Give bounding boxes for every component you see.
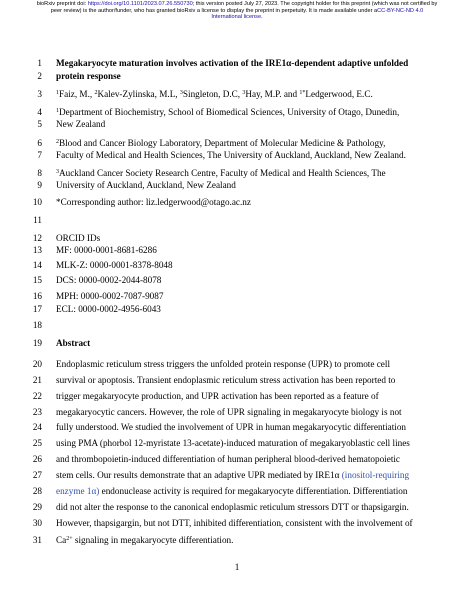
text-segment: Blood and Cancer Biology Laboratory, Department of Molecular Medicine & Pathology, — [59, 137, 386, 148]
line-text — [56, 468, 409, 483]
line-number: 26 — [32, 454, 42, 465]
manuscript-line — [0, 389, 474, 404]
line-number: 15 — [32, 274, 42, 285]
line-number: 6 — [37, 137, 42, 148]
text-segment: Ledgerwood, E.C. — [305, 89, 373, 100]
line-text — [56, 484, 407, 499]
line-number: 10 — [32, 197, 42, 208]
manuscript-line — [0, 117, 474, 132]
line-number: 30 — [32, 518, 42, 529]
line-number: 12 — [32, 232, 42, 243]
line-text — [56, 533, 233, 548]
text-segment: and thrombopoietin-induced differentiation of human peripheral blood-derived hematopoietic — [56, 454, 400, 465]
text-segment: survival or apoptosis. Transient endoplasmic reticulum stress activation has been reported to — [56, 374, 396, 385]
page-number: 1 — [234, 562, 240, 572]
text-segment: Faiz, M., — [59, 89, 95, 100]
banner-middle: ; this version posted July 27, 2023. The copyright holder for this preprint (which was not certified by peer review) is the author/funder, who has granted bioRxiv a license to display the preprint in perpetuity. It is made available under a — [50, 1, 438, 14]
line-number: 5 — [37, 119, 42, 130]
line-text — [56, 148, 406, 163]
line-number: 16 — [32, 290, 42, 301]
line-number: 14 — [32, 260, 42, 271]
superscript: 3 — [56, 169, 59, 175]
text-segment: New Zealand — [56, 119, 106, 130]
line-text — [56, 243, 157, 258]
text-segment: University of Auckland, Auckland, New Zealand — [56, 179, 236, 190]
manuscript-line — [0, 373, 474, 388]
text-segment: trigger megakaryocyte production, and UPR activation has been reported as a feature of — [56, 390, 379, 401]
text-segment: enzyme 1α) — [56, 486, 100, 497]
line-number: 31 — [32, 535, 42, 545]
line-number: 24 — [32, 422, 42, 433]
line-text — [56, 373, 395, 388]
line-number: 20 — [32, 358, 42, 369]
line-number: 9 — [37, 179, 42, 190]
line-number: 21 — [32, 374, 42, 385]
superscript: 1* — [299, 90, 306, 97]
superscript: 1 — [56, 90, 59, 97]
line-number: 13 — [32, 245, 42, 256]
text-segment: ORCID IDs — [56, 232, 101, 243]
manuscript-line — [0, 273, 474, 288]
line-text — [56, 117, 105, 132]
line-number: 27 — [32, 470, 42, 481]
line-text — [56, 273, 161, 288]
manuscript-line — [0, 405, 474, 420]
manuscript-line — [0, 213, 474, 228]
text-segment: Ca — [56, 535, 67, 545]
line-number: 4 — [37, 106, 42, 117]
manuscript-line — [0, 302, 474, 317]
line-number: 7 — [37, 149, 42, 160]
manuscript-line — [0, 336, 474, 351]
text-segment: MLK-Z: 0000-0001-8378-8048 — [56, 260, 173, 271]
manuscript-line — [0, 148, 474, 163]
text-segment: Department of Biochemistry, School of Biomedical Sciences, University of Otago, Dunedin, — [59, 106, 400, 117]
line-text — [56, 405, 402, 420]
line-text — [56, 500, 409, 515]
text-segment: However, thapsigargin, but not DTT, inhibited differentiation, consistent with the involvement of — [56, 518, 413, 529]
line-number: 17 — [32, 304, 42, 315]
text-segment: Faculty of Medical and Health Sciences, The University of Auckland, Auckland, New Zealand. — [56, 149, 406, 160]
text-segment: Endoplasmic reticulum stress triggers the unfolded protein response (UPR) to promote cell — [56, 358, 390, 369]
text-segment: protein response — [56, 71, 121, 82]
line-text — [56, 452, 400, 467]
doi-link[interactable]: https://doi.org/10.1101/2023.07.26.550730 — [87, 1, 193, 7]
manuscript-line — [0, 420, 474, 435]
text-segment: endonuclease activity is required for megakaryocyte differentiation. Differentiation — [99, 486, 408, 497]
line-number: 19 — [32, 338, 42, 349]
manuscript-line — [0, 357, 474, 372]
manuscript-line — [0, 243, 474, 258]
line-number: 28 — [32, 486, 42, 497]
line-number: 11 — [33, 215, 42, 226]
manuscript-line — [0, 318, 474, 333]
line-text — [56, 87, 373, 102]
text-segment: Megakaryocyte maturation involves activation of the IRE1α-dependent adaptive unfolded — [56, 58, 409, 68]
text-segment: Hay, M.P. and — [245, 89, 300, 100]
text-segment: MF: 0000-0001-8681-6286 — [56, 245, 157, 256]
manuscript-line — [0, 178, 474, 193]
license-link[interactable]: CC-BY-NC-ND 4.0 International license — [211, 7, 424, 21]
text-segment: using PMA (phorbol 12-myristate 13-acetate)-induced maturation of megakaryoblastic cell lines — [56, 438, 410, 449]
manuscript-line — [0, 452, 474, 467]
line-text — [56, 302, 161, 317]
banner-suffix: . — [261, 14, 263, 21]
text-segment: fully understood. We studied the involvement of UPR in human megakaryocytic differentiation — [56, 422, 407, 433]
banner-prefix: bioRxiv preprint doi: — [36, 1, 88, 7]
text-segment: (inositol-requiring — [341, 470, 410, 481]
manuscript-line — [0, 484, 474, 499]
line-number: 18 — [32, 320, 42, 330]
text-segment: Abstract — [56, 338, 91, 349]
text-segment: DCS: 0000-0002-2044-8078 — [56, 274, 162, 285]
line-text — [56, 436, 410, 451]
line-text — [56, 178, 236, 193]
line-text — [56, 357, 390, 372]
line-number: 22 — [32, 390, 42, 401]
manuscript-line — [0, 500, 474, 515]
line-number: 25 — [32, 438, 42, 449]
line-number: 8 — [37, 168, 42, 178]
manuscript-line — [0, 436, 474, 451]
manuscript-line — [0, 468, 474, 483]
text-segment: megakaryocytic cancers. However, the role of UPR signaling in megakaryocyte biology is not — [56, 406, 402, 417]
line-number: 3 — [37, 89, 42, 100]
superscript: 2 — [94, 90, 98, 97]
text-segment: signaling in megakaryocyte differentiation. — [72, 535, 234, 545]
line-text — [56, 69, 121, 84]
line-text — [56, 336, 90, 351]
text-segment: ECL: 0000-0002-4956-6043 — [56, 304, 161, 315]
manuscript-line — [0, 69, 474, 84]
text-segment: Kalev-Zylinska, M.L, — [97, 89, 180, 100]
line-text — [56, 516, 413, 531]
manuscript-line — [0, 87, 474, 102]
superscript: 3 — [179, 90, 183, 97]
line-number: 2 — [37, 71, 42, 82]
line-text — [56, 258, 173, 273]
superscript: 2 — [56, 138, 59, 145]
manuscript-line — [0, 516, 474, 531]
manuscript-line — [0, 533, 474, 548]
text-segment: MPH: 0000-0002-7087-9087 — [56, 290, 164, 301]
manuscript-line — [0, 195, 474, 210]
line-number: 1 — [37, 58, 42, 68]
line-text — [56, 420, 406, 435]
line-text — [56, 195, 251, 210]
superscript: 1 — [56, 107, 59, 114]
text-segment: Auckland Cancer Society Research Centre, Faculty of Medical and Health Sciences, The — [59, 168, 386, 178]
text-segment: Singleton, D.C, — [182, 89, 243, 100]
text-segment: *Corresponding author: liz.ledgerwood@otago.ac.nz — [56, 197, 251, 208]
line-number: 29 — [32, 502, 42, 513]
line-number: 23 — [32, 406, 42, 417]
line-text — [56, 389, 379, 404]
text-segment: did not alter the response to the canonical endoplasmic reticulum stressors DTT or thapsigargin. — [56, 502, 409, 513]
manuscript-line — [0, 258, 474, 273]
text-segment: stem cells. Our results demonstrate that an adaptive UPR mediated by IRE1α — [56, 470, 342, 481]
superscript: 2+ — [66, 536, 73, 542]
preprint-banner — [36, 1, 438, 21]
superscript: 3 — [242, 90, 246, 97]
